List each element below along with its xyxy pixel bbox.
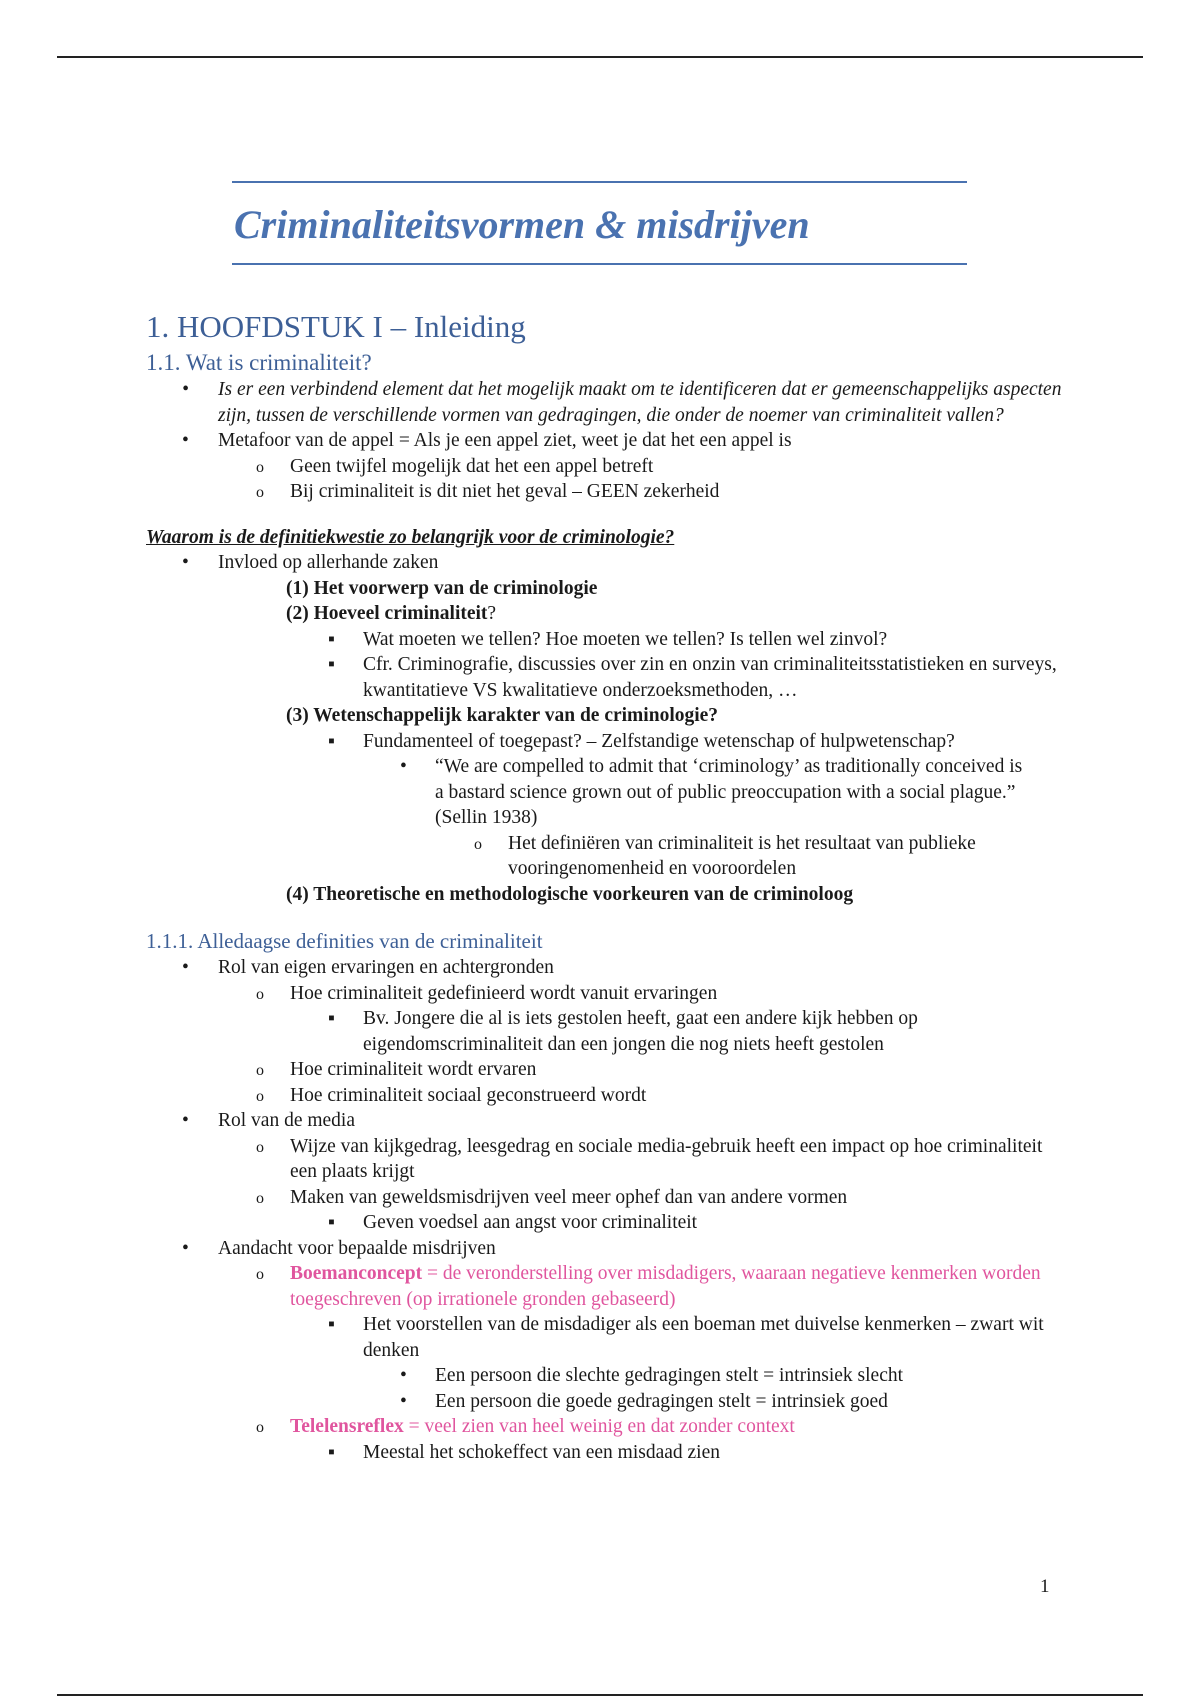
section-heading: 1.1. Wat is criminaliteit? bbox=[146, 350, 372, 375]
list-item: • Een persoon die goede gedragingen stelt = intrinsiek goed bbox=[146, 1389, 1066, 1415]
list-item: ▪ Bv. Jongere die al is iets gestolen heeft, gaat een andere kijk hebben op eigendomscriminaliteit dan een jongen die nog niets heeft gestolen bbox=[146, 1006, 1066, 1057]
bullet-icon bbox=[182, 1108, 189, 1134]
subheading-waarom: Waarom is de definitiekwestie zo belangrijk voor de criminologie? bbox=[146, 526, 675, 548]
square-bullet-icon bbox=[328, 627, 335, 653]
top-rule bbox=[57, 56, 1143, 58]
list-item: ▪ Fundamenteel of toegepast? – Zelfstandige wetenschap of hulpwetenschap? bbox=[146, 729, 1066, 755]
circle-bullet-icon bbox=[256, 1083, 264, 1110]
square-bullet-icon bbox=[328, 1210, 335, 1236]
bullet-icon bbox=[400, 1363, 407, 1389]
list-item: • “We are compelled to admit that ‘criminology’ as traditionally conceived is a bastard science grown out of public preoccupation with a social plague.” (Sellin 1938) bbox=[146, 754, 1035, 831]
list-item: o Het definiëren van criminaliteit is het resultaat van publieke vooringenomenheid en vooroordelen bbox=[146, 831, 1066, 882]
title-block bbox=[232, 181, 967, 265]
definition-boemanconcept: o Boemanconcept = de veronderstelling over misdadigers, waaraan negatieve kenmerken worden toegeschreven (op irrationele gronden gebaseerd) bbox=[146, 1261, 1066, 1312]
numbered-item: (2) Hoeveel criminaliteit? bbox=[286, 603, 497, 624]
circle-bullet-icon bbox=[256, 1185, 264, 1212]
bullet-icon bbox=[182, 428, 189, 454]
title-rule-bottom bbox=[232, 263, 967, 265]
document-title: Criminaliteitsvormen & misdrijven bbox=[234, 202, 810, 247]
list-item: • Rol van de media bbox=[146, 1108, 1066, 1134]
square-bullet-icon bbox=[328, 652, 335, 678]
list-item: • Aandacht voor bepaalde misdrijven bbox=[146, 1236, 1066, 1262]
circle-bullet-icon bbox=[256, 454, 264, 481]
bullet-icon bbox=[400, 1389, 407, 1415]
bullet-icon bbox=[182, 1236, 189, 1262]
bullet-icon bbox=[182, 377, 189, 403]
chapter-heading: 1. HOOFDSTUK I – Inleiding bbox=[146, 309, 526, 344]
subsection-heading: 1.1.1. Alledaagse definities van de criminaliteit bbox=[146, 929, 543, 953]
circle-bullet-icon bbox=[256, 1134, 264, 1161]
list-item: o Hoe criminaliteit wordt ervaren bbox=[146, 1057, 1066, 1083]
list-item: • Rol van eigen ervaringen en achtergronden bbox=[146, 955, 1066, 981]
numbered-item: (3) Wetenschappelijk karakter van de criminologie? bbox=[286, 705, 719, 726]
circle-bullet-icon bbox=[256, 479, 264, 506]
square-bullet-icon bbox=[328, 729, 335, 755]
circle-bullet-icon bbox=[256, 981, 264, 1008]
list-item: • Is er een verbindend element dat het mogelijk maakt om te identificeren dat er gemeenschappelijks aspecten zijn, tussen de verschillende vormen van gedragingen, die onder de noemer van criminaliteit vallen? bbox=[146, 377, 1066, 428]
list-item: o Hoe criminaliteit sociaal geconstrueerd wordt bbox=[146, 1083, 1066, 1109]
list-item: o Maken van geweldsmisdrijven veel meer ophef dan van andere vormen bbox=[146, 1185, 1066, 1211]
bullet-icon bbox=[400, 754, 407, 780]
circle-bullet-icon bbox=[256, 1057, 264, 1084]
circle-bullet-icon bbox=[256, 1261, 264, 1288]
list-item: o Geen twijfel mogelijk dat het een appel betreft bbox=[146, 454, 1066, 480]
circle-bullet-icon bbox=[474, 831, 482, 858]
list-item: ▪ Geven voedsel aan angst voor criminaliteit bbox=[146, 1210, 1066, 1236]
bullet-icon bbox=[182, 955, 189, 981]
square-bullet-icon bbox=[328, 1312, 335, 1338]
bottom-rule bbox=[57, 1694, 1143, 1696]
circle-bullet-icon bbox=[256, 1414, 264, 1441]
list-item: ▪ Het voorstellen van de misdadiger als een boeman met duivelse kenmerken – zwart wit denken bbox=[146, 1312, 1066, 1363]
document-body bbox=[146, 305, 1066, 1465]
list-item: o Bij criminaliteit is dit niet het geval – GEEN zekerheid bbox=[146, 479, 1066, 505]
list-item: ▪ Meestal het schokeffect van een misdaad zien bbox=[146, 1440, 1066, 1466]
list-item: • Metafoor van de appel = Als je een appel ziet, weet je dat het een appel is bbox=[146, 428, 1066, 454]
list-item: ▪ Cfr. Criminografie, discussies over zin en onzin van criminaliteitsstatistieken en surveys, kwantitatieve VS kwalitatieve onderzoeksmethoden, … bbox=[146, 652, 1066, 703]
definition-telelensreflex: o Telelensreflex = veel zien van heel weinig en dat zonder context bbox=[146, 1414, 1066, 1440]
list-item: o Wijze van kijkgedrag, leesgedrag en sociale media-gebruik heeft een impact op hoe criminaliteit een plaats krijgt bbox=[146, 1134, 1066, 1185]
list-item: • Invloed op allerhande zaken bbox=[146, 550, 1066, 576]
page-number: 1 bbox=[1040, 1576, 1050, 1597]
bullet-icon bbox=[182, 550, 189, 576]
square-bullet-icon bbox=[328, 1440, 335, 1466]
square-bullet-icon bbox=[328, 1006, 335, 1032]
numbered-item: (1) Het voorwerp van de criminologie bbox=[286, 577, 598, 599]
list-item: o Hoe criminaliteit gedefinieerd wordt vanuit ervaringen bbox=[146, 981, 1066, 1007]
numbered-item: (4) Theoretische en methodologische voorkeuren van de criminoloog bbox=[286, 883, 854, 905]
list-item: • Een persoon die slechte gedragingen stelt = intrinsiek slecht bbox=[146, 1363, 1066, 1389]
list-item: ▪ Wat moeten we tellen? Hoe moeten we tellen? Is tellen wel zinvol? bbox=[146, 627, 1066, 653]
